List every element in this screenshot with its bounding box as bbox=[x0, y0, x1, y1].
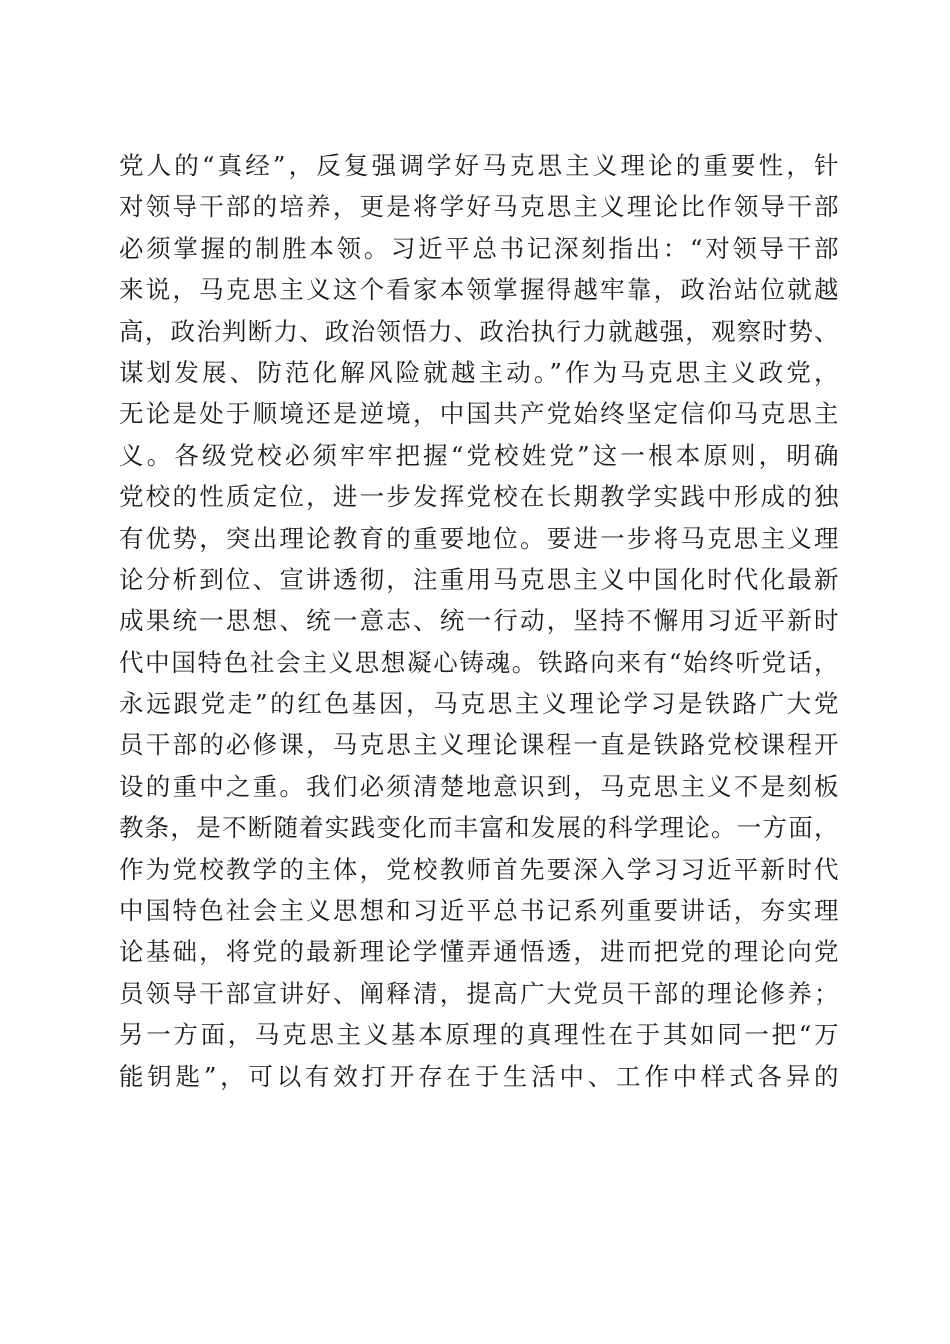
text-line: 员干部的必修课，马克思主义理论课程一直是铁路党校课程开 bbox=[119, 730, 839, 760]
text-line: 论基础，将党的最新理论学懂弄通悟透，进而把党的理论向党 bbox=[119, 937, 839, 967]
text-line: 另一方面，马克思主义基本原理的真理性在于其如同一把“万 bbox=[119, 1020, 839, 1050]
text-line: 对领导干部的培养，更是将学好马克思主义理论比作领导干部 bbox=[119, 192, 839, 222]
text-line: 作为党校教学的主体，党校教师首先要深入学习习近平新时代 bbox=[119, 854, 839, 884]
text-line: 义。各级党校必须牢牢把握“党校姓党”这一根本原则，明确 bbox=[119, 440, 839, 470]
text-line: 设的重中之重。我们必须清楚地意识到，马克思主义不是刻板 bbox=[119, 771, 839, 801]
body-paragraph bbox=[119, 145, 839, 1097]
text-line: 论分析到位、宣讲透彻，注重用马克思主义中国化时代化最新 bbox=[119, 564, 839, 594]
text-line: 高，政治判断力、政治领悟力、政治执行力就越强，观察时势、 bbox=[119, 316, 839, 346]
text-line: 必须掌握的制胜本领。习近平总书记深刻指出：“对领导干部 bbox=[119, 233, 839, 263]
text-line: 来说，马克思主义这个看家本领掌握得越牢靠，政治站位就越 bbox=[119, 275, 839, 305]
text-line: 永远跟党走”的红色基因，马克思主义理论学习是铁路广大党 bbox=[119, 689, 839, 719]
text-line: 无论是处于顺境还是逆境，中国共产党始终坚定信仰马克思主 bbox=[119, 399, 839, 429]
text-line: 有优势，突出理论教育的重要地位。要进一步将马克思主义理 bbox=[119, 523, 839, 553]
text-line: 党校的性质定位，进一步发挥党校在长期教学实践中形成的独 bbox=[119, 482, 839, 512]
text-line: 成果统一思想、统一意志、统一行动，坚持不懈用习近平新时 bbox=[119, 606, 839, 636]
text-line: 谋划发展、防范化解风险就越主动。”作为马克思主义政党， bbox=[119, 357, 839, 387]
text-line: 中国特色社会主义思想和习近平总书记系列重要讲话，夯实理 bbox=[119, 896, 839, 926]
text-line: 代中国特色社会主义思想凝心铸魂。铁路向来有“始终听党话， bbox=[119, 647, 839, 677]
text-line: 党人的“真经”，反复强调学好马克思主义理论的重要性，针 bbox=[119, 151, 839, 180]
text-line: 能钥匙”，可以有效打开存在于生活中、工作中样式各异的 bbox=[119, 1061, 839, 1091]
text-line: 教条，是不断随着实践变化而丰富和发展的科学理论。一方面， bbox=[119, 813, 839, 843]
text-line: 员领导干部宣讲好、阐释清，提高广大党员干部的理论修养； bbox=[119, 978, 839, 1008]
